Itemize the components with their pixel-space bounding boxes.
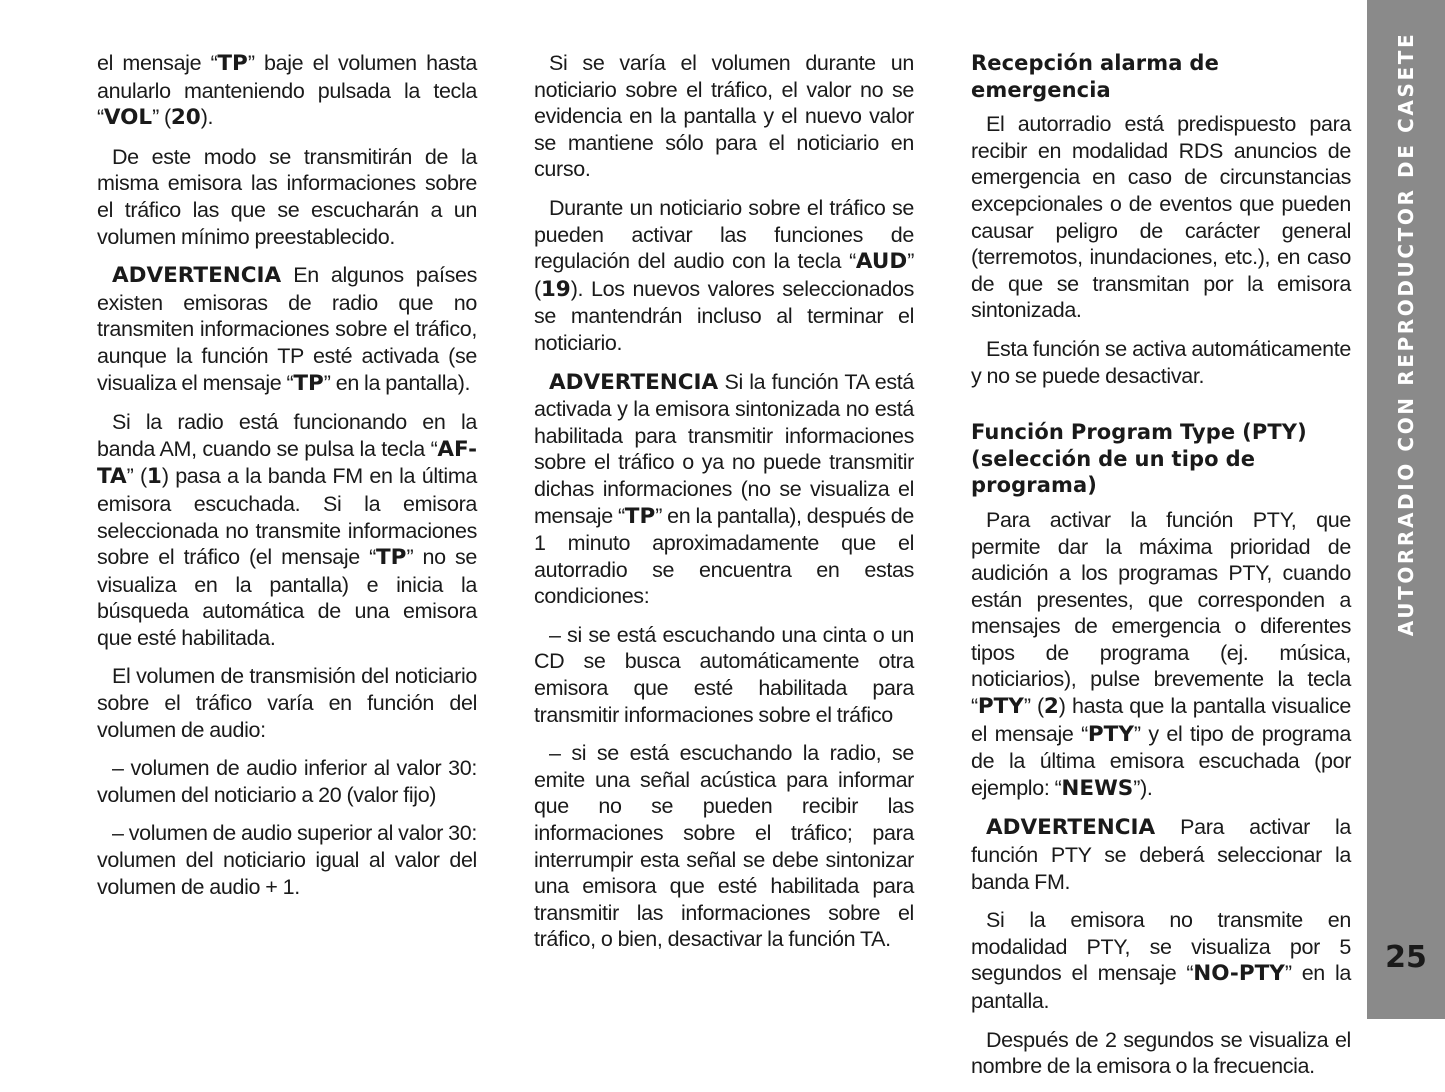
section-title-text: AUTORRADIO CON REPRODUCTOR DE CASETE xyxy=(1394,31,1419,636)
paragraph: Después de 2 segundos se visualiza el nombre de la emisora o la frecuencia. xyxy=(971,1027,1351,1079)
page-number: 25 xyxy=(1385,940,1427,975)
warning-paragraph: ADVERTENCIA Para activar la función PTY se deberá seleccionar la banda FM. xyxy=(971,815,1351,894)
text-column-1 xyxy=(97,50,477,912)
list-item: – volumen de audio inferior al valor 30: volumen del noticiario a 20 (valor fijo) xyxy=(97,756,477,807)
paragraph: Si se varía el volumen durante un noticiario sobre el tráfico, el valor no se evidencia en la pantalla y el nuevo valor se mantiene sólo para el noticiario en curso. xyxy=(534,51,914,182)
paragraph: Si la emisora no transmite en modalidad PTY, se visualiza por 5 segundos el mensaje “NO-PTY” en la pantalla. xyxy=(971,908,1351,1013)
section-heading: Recepción alarma de emergencia xyxy=(971,51,1219,102)
section-heading: Función Program Type (PTY) (selección de un tipo de programa) xyxy=(971,420,1307,498)
paragraph: De este modo se transmitirán de la misma emisora las informaciones sobre el tráfico las que se escucharán a un volumen mínimo preestablecido. xyxy=(97,144,477,249)
paragraph: Esta función se activa automáticamente y no se puede desactivar. xyxy=(971,336,1351,388)
warning-label: ADVERTENCIA xyxy=(112,263,282,289)
list-item: – si se está escuchando la radio, se emite una señal acústica para informar que no se pueden recibir las informaciones sobre el tráfico; para interrumpir esta señal se debe sintonizar una emisora que esté habilitada para transmitir las informaciones sobre el tráfico, o bien, desactivar la función TA. xyxy=(534,741,914,952)
text-column-3 xyxy=(971,50,1351,1092)
paragraph: El autorradio está predispuesto para recibir en modalidad RDS anuncios de emergencia en caso de circunstancias excepcionales o de eventos que pueden causar peligro de carácter general (terremotos, inundaciones, etc.), en caso de que se transmitan por la emisora sintonizada. xyxy=(971,112,1351,323)
warning-label: ADVERTENCIA xyxy=(549,369,719,395)
list-item: – si se está escuchando una cinta o un CD se busca automáticamente otra emisora que esté habilitada para transmitir informaciones sobre el tráfico xyxy=(534,622,914,727)
paragraph: el mensaje “TP” baje el volumen hasta anularlo manteniendo pulsada la tecla “VOL” (20). xyxy=(97,51,477,131)
paragraph: Si la radio está funcionando en la banda AM, cuando se pulsa la tecla “AF-TA” (1) pasa a la banda FM en la última emisora escuchada. Si la emisora seleccionada no transmite informaciones sobre el tráfico (el mensaje “TP” no se visualiza en la pantalla) e inicia la búsqueda automática de una emisora que esté habilitada. xyxy=(97,410,478,650)
text-column-2 xyxy=(534,50,914,965)
warning-paragraph: ADVERTENCIA En algunos países existen emisoras de radio que no transmiten informaciones sobre el tráfico, aunque la función TP esté activada (se visualiza el mensaje “TP” en la pantalla). xyxy=(97,263,477,396)
paragraph: Para activar la función PTY, que permite dar la máxima prioridad de audición a los programas PTY, cuando están presentes, que corresponden a mensajes de emergencia o diferentes tipos de programa (ej. música, noticiarios), pulse brevemente la tecla “PTY” (2) hasta que la pantalla visualice el mensaje “PTY” y el tipo de programa de la última emisora escuchada (por ejemplo: “NEWS”). xyxy=(971,507,1351,801)
section-title xyxy=(1367,31,1445,636)
list-item: – volumen de audio superior al valor 30: volumen del noticiario igual al valor del volumen de audio + 1. xyxy=(97,821,477,899)
paragraph: Durante un noticiario sobre el tráfico se pueden activar las funciones de regulación del audio con la tecla “AUD” (19). Los nuevos valores seleccionados se mantendrán incluso al terminar el noticiario. xyxy=(534,195,914,355)
paragraph: El volumen de transmisión del noticiario sobre el tráfico varía en función del volumen de audio: xyxy=(97,664,477,742)
warning-paragraph: ADVERTENCIA Si la función TA está activada y la emisora sintonizada no está habilitada para transmitir informaciones sobre el tráfico o ya no puede transmitir dichas informaciones (no se visualiza el mensaje “TP” en la pantalla), después de 1 minuto aproximadamente que el autorradio se encuentra en estas condiciones: xyxy=(534,369,914,609)
warning-label: ADVERTENCIA xyxy=(986,815,1156,841)
